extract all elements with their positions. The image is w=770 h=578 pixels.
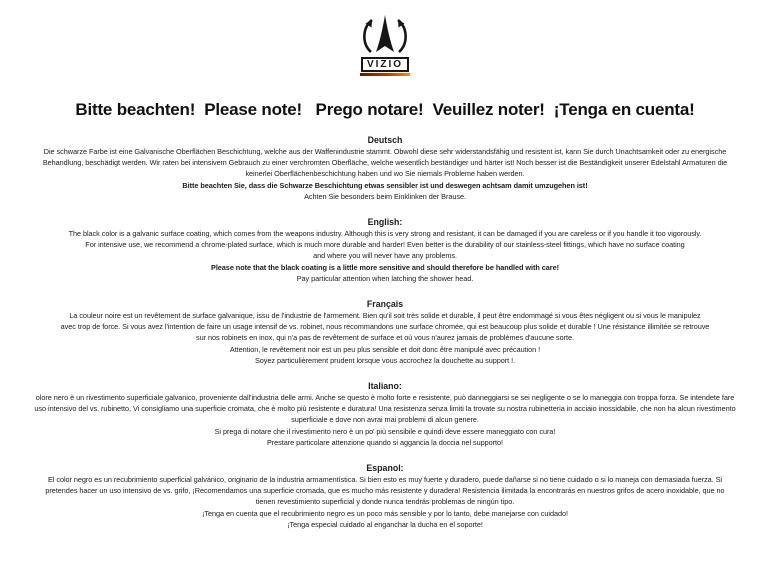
section-line: The black color is a galvanic surface coating, which comes from the weapons industry. Although this is very strong and resistant, it can be damaged if you are careless or if you handle it too vigorously.	[68, 229, 702, 239]
section-line: Pay particular attention when latching the shower head.	[296, 273, 474, 283]
section-line-emphasis: Please note that the black coating is a little more sensitive and should therefore be handled with care!	[211, 262, 559, 272]
section-line: olore nero è un rivestimento superficiale galvanico, proveniente dall'industria delle armi. Anche se questo è molto forte e resistente, può danneggiarsi se sei negligente o se lo maneggia con troppa forza. Se intendete fare	[35, 393, 735, 403]
section-line: For intensive use, we recommend a chrome-plated surface, which is much more durable and harder! Even better is the durability of our stainless-steel fittings, which have no surface coating	[85, 240, 685, 250]
vizio-wordmark: VIZIO	[361, 57, 409, 72]
section-line: superficiale e dove non avrai mai problemi di alcun genere.	[291, 415, 479, 425]
section-title-english: English:	[367, 217, 403, 228]
section-line: keinerlei Oberflächenbeschichtung haben und wo Sie niemals Probleme haben werden.	[245, 169, 525, 179]
section-line: uso intensivo del vs. rubinetto, Vi consigliamo una superficie cromata, che è molto più resistente e duratura! Una resistenza senza limiti la trovate su nostra rubinetteria in acciaio inossidabile, che non ha alcun rivestimento	[34, 404, 736, 414]
section-line: ¡Tenga en cuenta que el recubrimiento negro es un poco más sensible y por lo tanto, debe manejarse con cuidado!	[201, 508, 568, 518]
vizio-logo-underline	[360, 73, 410, 76]
section-title-italiano: Italiano:	[368, 381, 402, 392]
section-english	[0, 217, 770, 284]
section-line: ¡Tenga especial cuidado al enganchar la ducha en el soporte!	[287, 519, 483, 529]
section-line: Achten Sie besonders beim Einklinken der Brause.	[304, 191, 466, 201]
section-line: La couleur noire est un revêtement de surface galvanique, issu de l'industrie de l'armement. Bien qu'il soit très solide et durable, il peut être endommagé si vous êtes négligent ou si vous le manipulez	[69, 311, 701, 321]
vizio-emblem-icon	[357, 14, 413, 56]
section-deutsch	[0, 135, 770, 202]
section-italiano	[0, 381, 770, 448]
section-line: tienen revestimiento superficial y donde nunca tendrás problemas de ningún tipo.	[255, 497, 515, 507]
section-line: Behandlung, beschädigt werden. Wir raten bei intensivem Gebrauch zu einer verchromten Oberfläche, welche wesentlich beständiger und härter ist! Noch besser ist die Beständigkeit unserer Edelstahl Armaturen die	[42, 158, 728, 168]
vizio-logo	[0, 14, 770, 76]
section-line: pretendes hacer un uso intensivo de vs. grifo, ¡Recomendamos una superficie cromada, que es mucho más resistente y duradera! Resistencia ilimitada la encontrarás en nuestros grifos de acero inoxidable, que no	[45, 486, 725, 496]
section-espanol	[0, 463, 770, 530]
section-line: Die schwarze Farbe ist eine Galvanische Oberflächen Beschichtung, welche aus der Waffenindustrie stammt. Obwohl diese sehr widerstandsfähig und resistent ist, kann Sie durch Unachtsamkeit oder zu energische	[43, 147, 727, 156]
section-line-emphasis: Bitte beachten Sie, dass die Schwarze Beschichtung etwas sensibler ist und deswegen achtsam damit umzugehen ist!	[182, 180, 588, 190]
section-line: Soyez particulièrement prudent lorsque vous accrochez la douchette au support !.	[254, 355, 516, 365]
section-line: sur nos robinets en inox, qui n'a pas de revêtement de surface et où vous n'aurez jamais de problèmes d'aucune sorte.	[196, 333, 574, 343]
section-line: and where you will never have any problems.	[313, 251, 457, 261]
section-line: El color negro es un recubrimiento superficial galvánico, originario de la industria armamentística. Si bien esto es muy fuerte y duradero, puede dañarse si no tiene cuidado o si lo maneja con demasiada fuerza. Si	[47, 475, 723, 485]
section-title-francais: Français	[366, 299, 404, 310]
section-francais	[0, 299, 770, 366]
section-title-espanol: Espanol:	[366, 463, 404, 474]
page-title: Bitte beachten! Please note! Prego notare! Veuillez noter! ¡Tenga en cuenta!	[75, 100, 695, 119]
section-line: avec trop de force. Si vous avez l'intention de faire un usage intensif de vs. robinet, nous recommandons une surface chromée, qui est beaucoup plus solide et durable ! Une résistance illimitée se retrouve	[60, 322, 710, 332]
section-line: Prestare particolare attenzione quando si aggancia la doccia nel supporto!	[266, 437, 504, 447]
section-line: Si prega di notare che il rivestimento nero è un po' più sensibile e quindi deve essere maneggiato con cura!	[214, 426, 556, 436]
section-line: Attention, le revêtement noir est un peu plus sensible et doit donc être manipulé avec précaution !	[229, 344, 541, 354]
section-title-deutsch: Deutsch	[367, 135, 403, 145]
